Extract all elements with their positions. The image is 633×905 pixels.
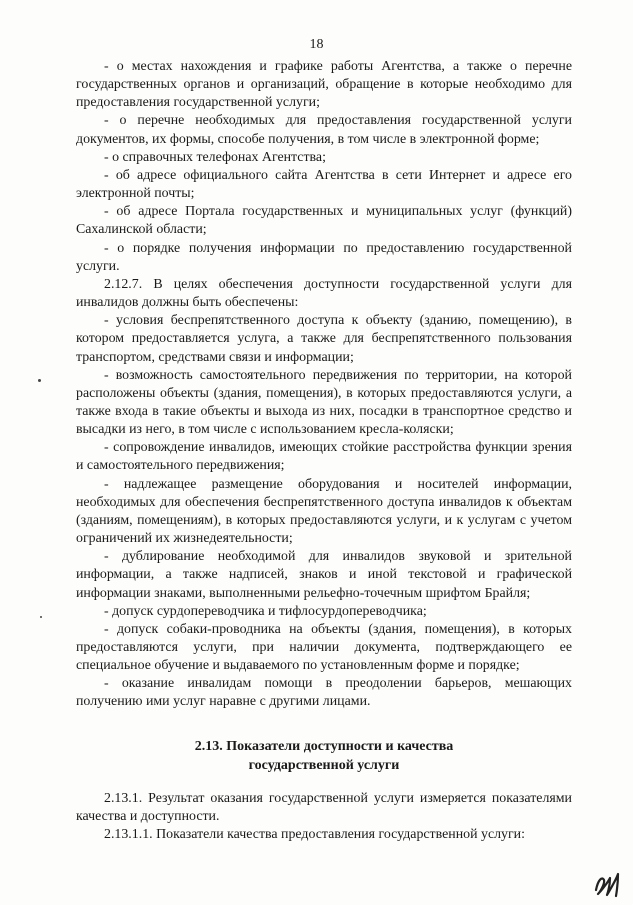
paragraph: - допуск собаки-проводника на объекты (здания, помещения), в которых предоставляются услуги, при наличии документа, подтверждающего ее специальное обучение и выдаваемого по установленным форме и порядке; <box>76 621 572 674</box>
section-body <box>76 790 572 844</box>
section-heading-line: 2.13. Показатели доступности и качества <box>194 739 454 754</box>
section-heading-line: государственной услуги <box>248 757 400 773</box>
section-heading <box>76 738 572 775</box>
scan-speck <box>38 379 41 382</box>
paragraph: - об адресе официального сайта Агентства в сети Интернет и адресе его электронной почты; <box>76 167 572 202</box>
paragraph: - оказание инвалидам помощи в преодолении барьеров, мешающих получению ими услуг наравне с другими лицами. <box>76 676 572 710</box>
paragraph: 2.13.1.1. Показатели качества предоставления государственной услуги: <box>104 827 525 843</box>
paragraph: - об адресе Портала государственных и муниципальных услуг (функций) Сахалинской области; <box>76 204 572 238</box>
paragraph: - сопровождение инвалидов, имеющих стойкие расстройства функции зрения и самостоятельного передвижения; <box>76 440 572 474</box>
paragraph: - о порядке получения информации по предоставлению государственной услуги. <box>76 240 572 274</box>
scan-speck <box>40 616 42 618</box>
handwritten-initials <box>592 868 626 898</box>
paragraph: - условия беспрепятственного доступа к объекту (зданию, помещению), в котором предоставляется услуга, а также для беспрепятственного пользования транспортом, средствами связи и информации; <box>76 313 572 365</box>
paragraph: - о местах нахождения и графике работы Агентства, а также о перечне государственных органов и организаций, обращение в которые необходимо для предоставления государственной услуги; <box>76 59 572 111</box>
paragraph: - надлежащее размещение оборудования и носителей информации, необходимых для обеспечения беспрепятственного доступа инвалидов к объектам (зданиям, помещениям), в которых предоставляются услуги, и к услугам с учетом ограничений их жизнедеятельности; <box>76 476 572 547</box>
paragraph: 2.13.1. Результат оказания государственной услуги измеряется показателями качества и доступности. <box>76 791 572 825</box>
body-text <box>76 58 572 712</box>
paragraph: - допуск сурдопереводчика и тифлосурдопереводчика; <box>104 603 427 619</box>
paragraph: - дублирование необходимой для инвалидов звуковой и зрительной информации, а также надписей, знаков и иной текстовой и графической информации знаками, выполненными рельефно-точечным шрифтом Брайля; <box>76 549 572 601</box>
paragraph: - о перечне необходимых для предоставления государственной услуги документов, их формы, способе получения, в том числе в электронной форме; <box>76 113 572 147</box>
paragraph: 2.12.7. В целях обеспечения доступности государственной услуги для инвалидов должны быть обеспечены: <box>76 276 572 311</box>
page-number: 18 <box>309 37 324 52</box>
paragraph: - о справочных телефонах Агентства; <box>104 149 326 165</box>
paragraph: - возможность самостоятельного передвижения по территории, на которой расположены объекты (здания, помещения), в которых предоставляются услуги, а также входа в такие объекты и выхода из них, посадки в транспортное средство и высадки из него, в том числе с использованием кресла-коляски; <box>76 367 572 438</box>
